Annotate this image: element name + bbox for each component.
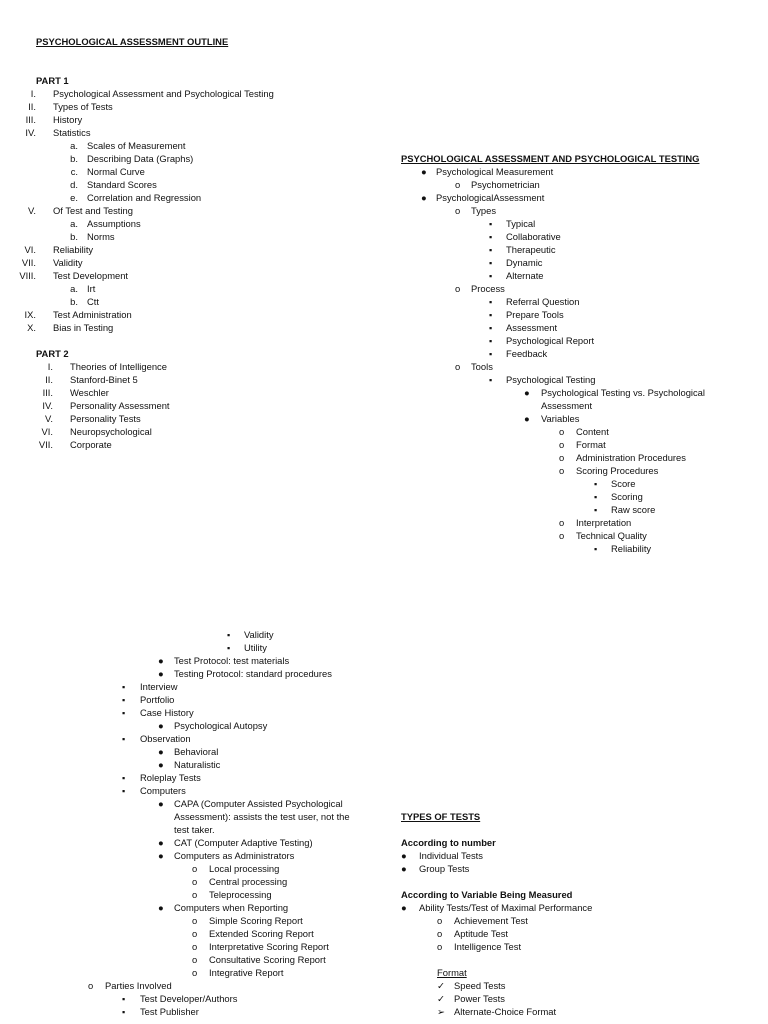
bullet-icon: ● bbox=[158, 720, 164, 731]
list-item: Score bbox=[611, 478, 636, 489]
square-bullet-icon: ▪ bbox=[122, 734, 126, 744]
list-item: Computers bbox=[140, 785, 186, 796]
square-bullet-icon: ▪ bbox=[489, 258, 493, 268]
square-bullet-icon: ▪ bbox=[227, 643, 231, 653]
square-bullet-icon: ▪ bbox=[122, 994, 126, 1004]
list-number: IV. bbox=[42, 400, 53, 411]
list-subitem: Assumptions bbox=[87, 218, 141, 229]
list-item: Tools bbox=[471, 361, 493, 372]
square-bullet-icon: ▪ bbox=[122, 1007, 126, 1017]
list-subitem: Ctt bbox=[87, 296, 99, 307]
list-item: Validity bbox=[244, 629, 274, 640]
circle-bullet-icon: o bbox=[192, 889, 198, 900]
list-item: Collaborative bbox=[506, 231, 561, 242]
square-bullet-icon: ▪ bbox=[594, 479, 598, 489]
list-number: III. bbox=[25, 114, 36, 125]
list-item: Psychometrician bbox=[471, 179, 540, 190]
list-item: Observation bbox=[140, 733, 191, 744]
list-item: Raw score bbox=[611, 504, 656, 515]
list-number: VI. bbox=[24, 244, 36, 255]
bullet-icon: ● bbox=[158, 655, 164, 666]
square-bullet-icon: ▪ bbox=[489, 245, 493, 255]
list-item: Psychological Testing vs. Psychological bbox=[541, 387, 705, 398]
list-item: Behavioral bbox=[174, 746, 219, 757]
circle-bullet-icon: o bbox=[437, 915, 443, 926]
list-item: Assessment bbox=[506, 322, 558, 333]
list-item: Stanford-Binet 5 bbox=[70, 374, 138, 385]
list-item: Interpretative Scoring Report bbox=[209, 941, 329, 952]
list-item: Administration Procedures bbox=[576, 452, 686, 463]
list-subitem: Standard Scores bbox=[87, 179, 157, 190]
list-number: VII. bbox=[38, 439, 53, 450]
list-letter: b. bbox=[70, 231, 78, 242]
square-bullet-icon: ▪ bbox=[489, 323, 493, 333]
list-item: Test Developer/Authors bbox=[140, 993, 238, 1004]
square-bullet-icon: ▪ bbox=[489, 375, 493, 385]
square-bullet-icon: ▪ bbox=[122, 695, 126, 705]
circle-bullet-icon: o bbox=[559, 530, 565, 541]
list-item: Content bbox=[576, 426, 609, 437]
bullet-icon: ● bbox=[158, 746, 164, 757]
list-letter: a. bbox=[70, 218, 78, 229]
list-item: Process bbox=[471, 283, 505, 294]
list-number: III. bbox=[42, 387, 53, 398]
square-bullet-icon: ▪ bbox=[122, 786, 126, 796]
list-item: Corporate bbox=[70, 439, 112, 450]
list-item: Aptitude Test bbox=[454, 928, 509, 939]
list-item: Feedback bbox=[506, 348, 548, 359]
list-number: II. bbox=[28, 101, 36, 112]
bullet-icon: ● bbox=[158, 798, 164, 809]
circle-bullet-icon: o bbox=[192, 954, 198, 965]
bullet-icon: ● bbox=[421, 166, 427, 177]
list-item: Naturalistic bbox=[174, 759, 221, 770]
square-bullet-icon: ▪ bbox=[122, 773, 126, 783]
list-number: II. bbox=[45, 374, 53, 385]
bullet-icon: ● bbox=[524, 413, 530, 424]
list-number: VII. bbox=[21, 257, 36, 268]
list-item: Speed Tests bbox=[454, 980, 506, 991]
bullet-icon: ● bbox=[158, 668, 164, 679]
list-item: Test Administration bbox=[53, 309, 132, 320]
list-item: Test Protocol: test materials bbox=[174, 655, 290, 666]
list-item: Dynamic bbox=[506, 257, 543, 268]
list-item: Computers when Reporting bbox=[174, 902, 289, 913]
list-subitem: Describing Data (Graphs) bbox=[87, 153, 194, 164]
list-number: VI. bbox=[41, 426, 53, 437]
square-bullet-icon: ▪ bbox=[594, 492, 598, 502]
circle-bullet-icon: o bbox=[88, 980, 94, 991]
list-subitem: Norms bbox=[87, 231, 115, 242]
list-item: Scoring bbox=[611, 491, 643, 502]
circle-bullet-icon: o bbox=[559, 465, 565, 476]
list-item: Reliability bbox=[53, 244, 94, 255]
section-title: PSYCHOLOGICAL ASSESSMENT AND PSYCHOLOGICAL TESTING bbox=[401, 153, 700, 164]
square-bullet-icon: ▪ bbox=[489, 219, 493, 229]
list-item: Ability Tests/Test of Maximal Performance bbox=[419, 902, 593, 913]
list-item: Power Tests bbox=[454, 993, 505, 1004]
list-item: Neuropsychological bbox=[70, 426, 152, 437]
list-item: Alternate bbox=[506, 270, 544, 281]
list-item: CAPA (Computer Assisted Psychological bbox=[174, 798, 343, 809]
bullet-icon: ● bbox=[524, 387, 530, 398]
list-item-continued: Assessment): assists the test user, not the bbox=[174, 811, 350, 822]
bullet-icon: ● bbox=[401, 902, 407, 913]
list-item: Variables bbox=[541, 413, 580, 424]
list-item: Extended Scoring Report bbox=[209, 928, 314, 939]
square-bullet-icon: ▪ bbox=[489, 271, 493, 281]
list-item: Types of Tests bbox=[53, 101, 113, 112]
list-item: Of Test and Testing bbox=[53, 205, 133, 216]
list-item: Test Development bbox=[53, 270, 129, 281]
list-item: Psychological Report bbox=[506, 335, 595, 346]
check-icon: ✓ bbox=[437, 980, 445, 991]
list-item: Psychological Autopsy bbox=[174, 720, 268, 731]
list-item-continued: test taker. bbox=[174, 824, 215, 835]
circle-bullet-icon: o bbox=[455, 361, 461, 372]
list-item: Personality Assessment bbox=[70, 400, 170, 411]
list-subitem: Scales of Measurement bbox=[87, 140, 186, 151]
subsection-heading: Format bbox=[437, 967, 467, 978]
list-item: Interview bbox=[140, 681, 178, 692]
list-item: Reliability bbox=[611, 543, 652, 554]
part2-heading: PART 2 bbox=[36, 348, 69, 359]
list-item: Local processing bbox=[209, 863, 280, 874]
square-bullet-icon: ▪ bbox=[489, 336, 493, 346]
square-bullet-icon: ▪ bbox=[489, 310, 493, 320]
list-item: Validity bbox=[53, 257, 83, 268]
circle-bullet-icon: o bbox=[192, 941, 198, 952]
list-item: CAT (Computer Adaptive Testing) bbox=[174, 837, 313, 848]
arrow-icon: ➢ bbox=[437, 1006, 445, 1017]
circle-bullet-icon: o bbox=[559, 426, 565, 437]
list-item: Interpretation bbox=[576, 517, 632, 528]
subsection-heading: According to number bbox=[401, 837, 496, 848]
list-item: Utility bbox=[244, 642, 267, 653]
list-item-continued: Assessment bbox=[541, 400, 593, 411]
list-item: Group Tests bbox=[419, 863, 470, 874]
list-item: Consultative Scoring Report bbox=[209, 954, 326, 965]
circle-bullet-icon: o bbox=[437, 941, 443, 952]
list-item: Portfolio bbox=[140, 694, 175, 705]
list-item: Roleplay Tests bbox=[140, 772, 201, 783]
bullet-icon: ● bbox=[401, 863, 407, 874]
bullet-icon: ● bbox=[158, 837, 164, 848]
square-bullet-icon: ▪ bbox=[594, 505, 598, 515]
list-item: Prepare Tools bbox=[506, 309, 564, 320]
list-number: V. bbox=[45, 413, 53, 424]
list-item: Types bbox=[471, 205, 497, 216]
list-item: Achievement Test bbox=[454, 915, 528, 926]
bullet-icon: ● bbox=[158, 850, 164, 861]
list-letter: e. bbox=[70, 192, 78, 203]
list-item: Teleprocessing bbox=[209, 889, 272, 900]
list-number: IX. bbox=[24, 309, 36, 320]
circle-bullet-icon: o bbox=[455, 283, 461, 294]
circle-bullet-icon: o bbox=[455, 179, 461, 190]
list-item: Psychological Testing bbox=[506, 374, 596, 385]
part1-heading: PART 1 bbox=[36, 75, 69, 86]
square-bullet-icon: ▪ bbox=[489, 349, 493, 359]
list-letter: c. bbox=[70, 166, 78, 177]
list-item: Intelligence Test bbox=[454, 941, 522, 952]
list-item: Alternate-Choice Format bbox=[454, 1006, 557, 1017]
circle-bullet-icon: o bbox=[192, 967, 198, 978]
list-item: Computers as Administrators bbox=[174, 850, 295, 861]
list-item: Central processing bbox=[209, 876, 288, 887]
list-item: Weschler bbox=[70, 387, 109, 398]
list-subitem: Irt bbox=[87, 283, 96, 294]
list-item: Therapeutic bbox=[506, 244, 556, 255]
list-item: Personality Tests bbox=[70, 413, 141, 424]
square-bullet-icon: ▪ bbox=[489, 232, 493, 242]
list-item: Typical bbox=[506, 218, 536, 229]
list-item: Psychological Measurement bbox=[436, 166, 554, 177]
list-subitem: Correlation and Regression bbox=[87, 192, 202, 203]
circle-bullet-icon: o bbox=[437, 928, 443, 939]
list-item: Referral Question bbox=[506, 296, 580, 307]
circle-bullet-icon: o bbox=[559, 452, 565, 463]
bullet-icon: ● bbox=[158, 759, 164, 770]
list-number: IV. bbox=[25, 127, 36, 138]
circle-bullet-icon: o bbox=[192, 928, 198, 939]
square-bullet-icon: ▪ bbox=[227, 630, 231, 640]
list-letter: b. bbox=[70, 296, 78, 307]
list-item: Testing Protocol: standard procedures bbox=[174, 668, 332, 679]
list-item: Format bbox=[576, 439, 606, 450]
square-bullet-icon: ▪ bbox=[594, 544, 598, 554]
list-item: Test Publisher bbox=[140, 1006, 199, 1017]
square-bullet-icon: ▪ bbox=[122, 708, 126, 718]
bullet-icon: ● bbox=[401, 850, 407, 861]
list-item: Parties Involved bbox=[105, 980, 172, 991]
list-subitem: Normal Curve bbox=[87, 166, 145, 177]
circle-bullet-icon: o bbox=[455, 205, 461, 216]
list-number: I. bbox=[47, 361, 53, 372]
circle-bullet-icon: o bbox=[192, 915, 198, 926]
list-item: Simple Scoring Report bbox=[209, 915, 303, 926]
list-item: PsychologicalAssessment bbox=[436, 192, 545, 203]
list-item: Bias in Testing bbox=[53, 322, 114, 333]
list-letter: a. bbox=[70, 140, 78, 151]
check-icon: ✓ bbox=[437, 993, 445, 1004]
list-item: Theories of Intelligence bbox=[70, 361, 167, 372]
list-number: I. bbox=[30, 88, 36, 99]
square-bullet-icon: ▪ bbox=[122, 682, 126, 692]
list-item: Integrative Report bbox=[209, 967, 284, 978]
list-item: Psychological Assessment and Psychological Testing bbox=[53, 88, 274, 99]
list-number: V. bbox=[28, 205, 36, 216]
list-item: Scoring Procedures bbox=[576, 465, 659, 476]
list-item: Statistics bbox=[53, 127, 91, 138]
circle-bullet-icon: o bbox=[192, 876, 198, 887]
list-item: History bbox=[53, 114, 83, 125]
list-number: X. bbox=[27, 322, 36, 333]
list-number: VIII. bbox=[19, 270, 36, 281]
list-item: Individual Tests bbox=[419, 850, 483, 861]
list-letter: a. bbox=[70, 283, 78, 294]
bullet-icon: ● bbox=[158, 902, 164, 913]
circle-bullet-icon: o bbox=[192, 863, 198, 874]
bullet-icon: ● bbox=[421, 192, 427, 203]
subsection-heading: According to Variable Being Measured bbox=[401, 889, 573, 900]
list-item: Case History bbox=[140, 707, 194, 718]
list-item: Technical Quality bbox=[576, 530, 647, 541]
circle-bullet-icon: o bbox=[559, 439, 565, 450]
circle-bullet-icon: o bbox=[559, 517, 565, 528]
outline-title: PSYCHOLOGICAL ASSESSMENT OUTLINE bbox=[36, 36, 229, 47]
list-letter: b. bbox=[70, 153, 78, 164]
square-bullet-icon: ▪ bbox=[489, 297, 493, 307]
section-title: TYPES OF TESTS bbox=[401, 811, 481, 822]
list-letter: d. bbox=[70, 179, 78, 190]
